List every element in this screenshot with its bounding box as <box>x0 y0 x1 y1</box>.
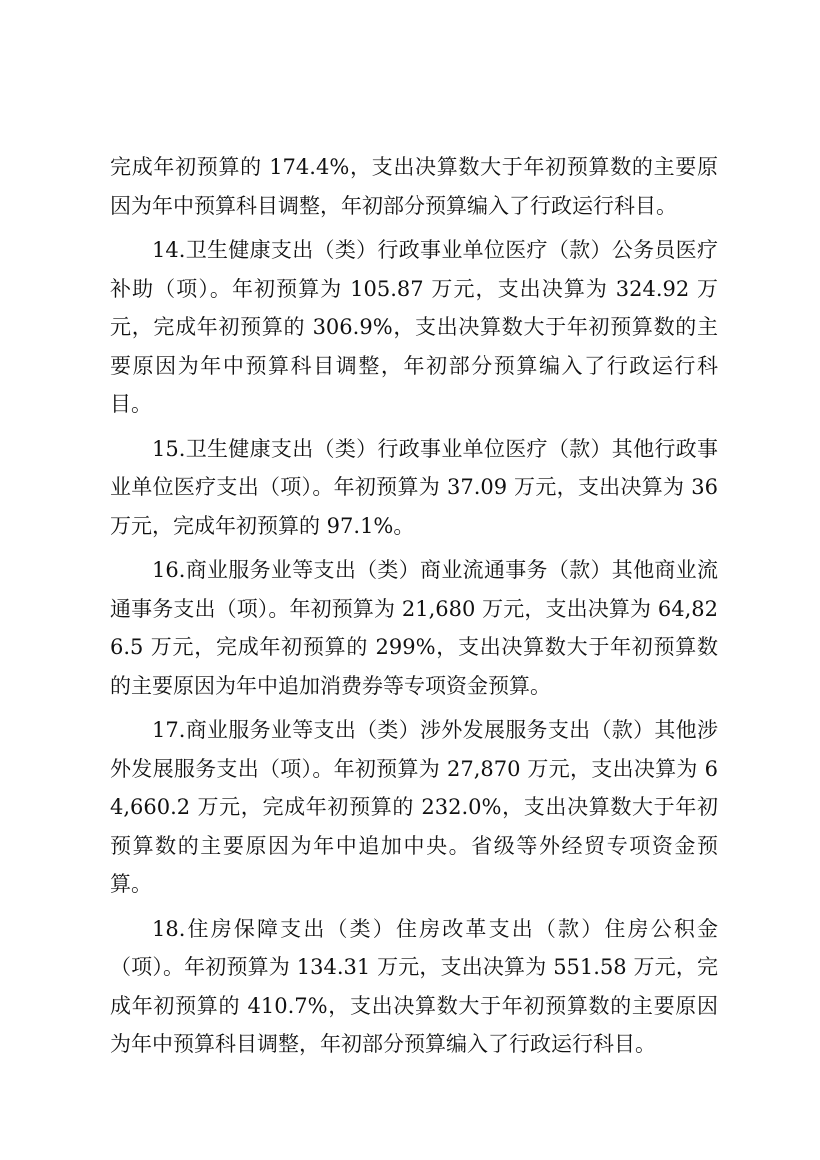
paragraph-item-17: 17.商业服务业等支出（类）涉外发展服务支出（款）其他涉外发展服务支出（项）。年初预算为 27,870 万元，支出决算为 64,660.2 万元，完成年初预算的 232.0%，支出决算数大于年初预算数的主要原因为年中追加中央。省级等外经贸专项资金预算。 <box>110 718 718 896</box>
paragraph-item-14: 14.卫生健康支出（类）行政事业单位医疗（款）公务员医疗补助（项）。年初预算为 105.87 万元，支出决算为 324.92 万元，完成年初预算的 306.9%，支出决算数大于年初预算数的主要原因为年中预算科目调整，年初部分预算编入了行政运行科目。 <box>110 238 718 416</box>
paragraph-item-16: 16.商业服务业等支出（类）商业流通事务（款）其他商业流通事务支出（项）。年初预算为 21,680 万元，支出决算为 64,826.5 万元，完成年初预算的 299%，支出决算数大于年初预算数的主要原因为年中追加消费券等专项资金预算。 <box>110 558 718 698</box>
paragraph-item-18: 18.住房保障支出（类）住房改革支出（款）住房公积金（项）。年初预算为 134.31 万元，支出决算为 551.58 万元，完成年初预算的 410.7%，支出决算数大于年初预算数的主要原因为年中预算科目调整，年初部分预算编入了行政运行科目。 <box>110 916 718 1056</box>
document-body <box>110 148 718 1070</box>
paragraph-continuation: 完成年初预算的 174.4%，支出决算数大于年初预算数的主要原因为年中预算科目调整，年初部分预算编入了行政运行科目。 <box>110 155 718 218</box>
paragraph-item-15: 15.卫生健康支出（类）行政事业单位医疗（款）其他行政事业单位医疗支出（项）。年初预算为 37.09 万元，支出决算为 36 万元，完成年初预算的 97.1%。 <box>110 436 718 538</box>
